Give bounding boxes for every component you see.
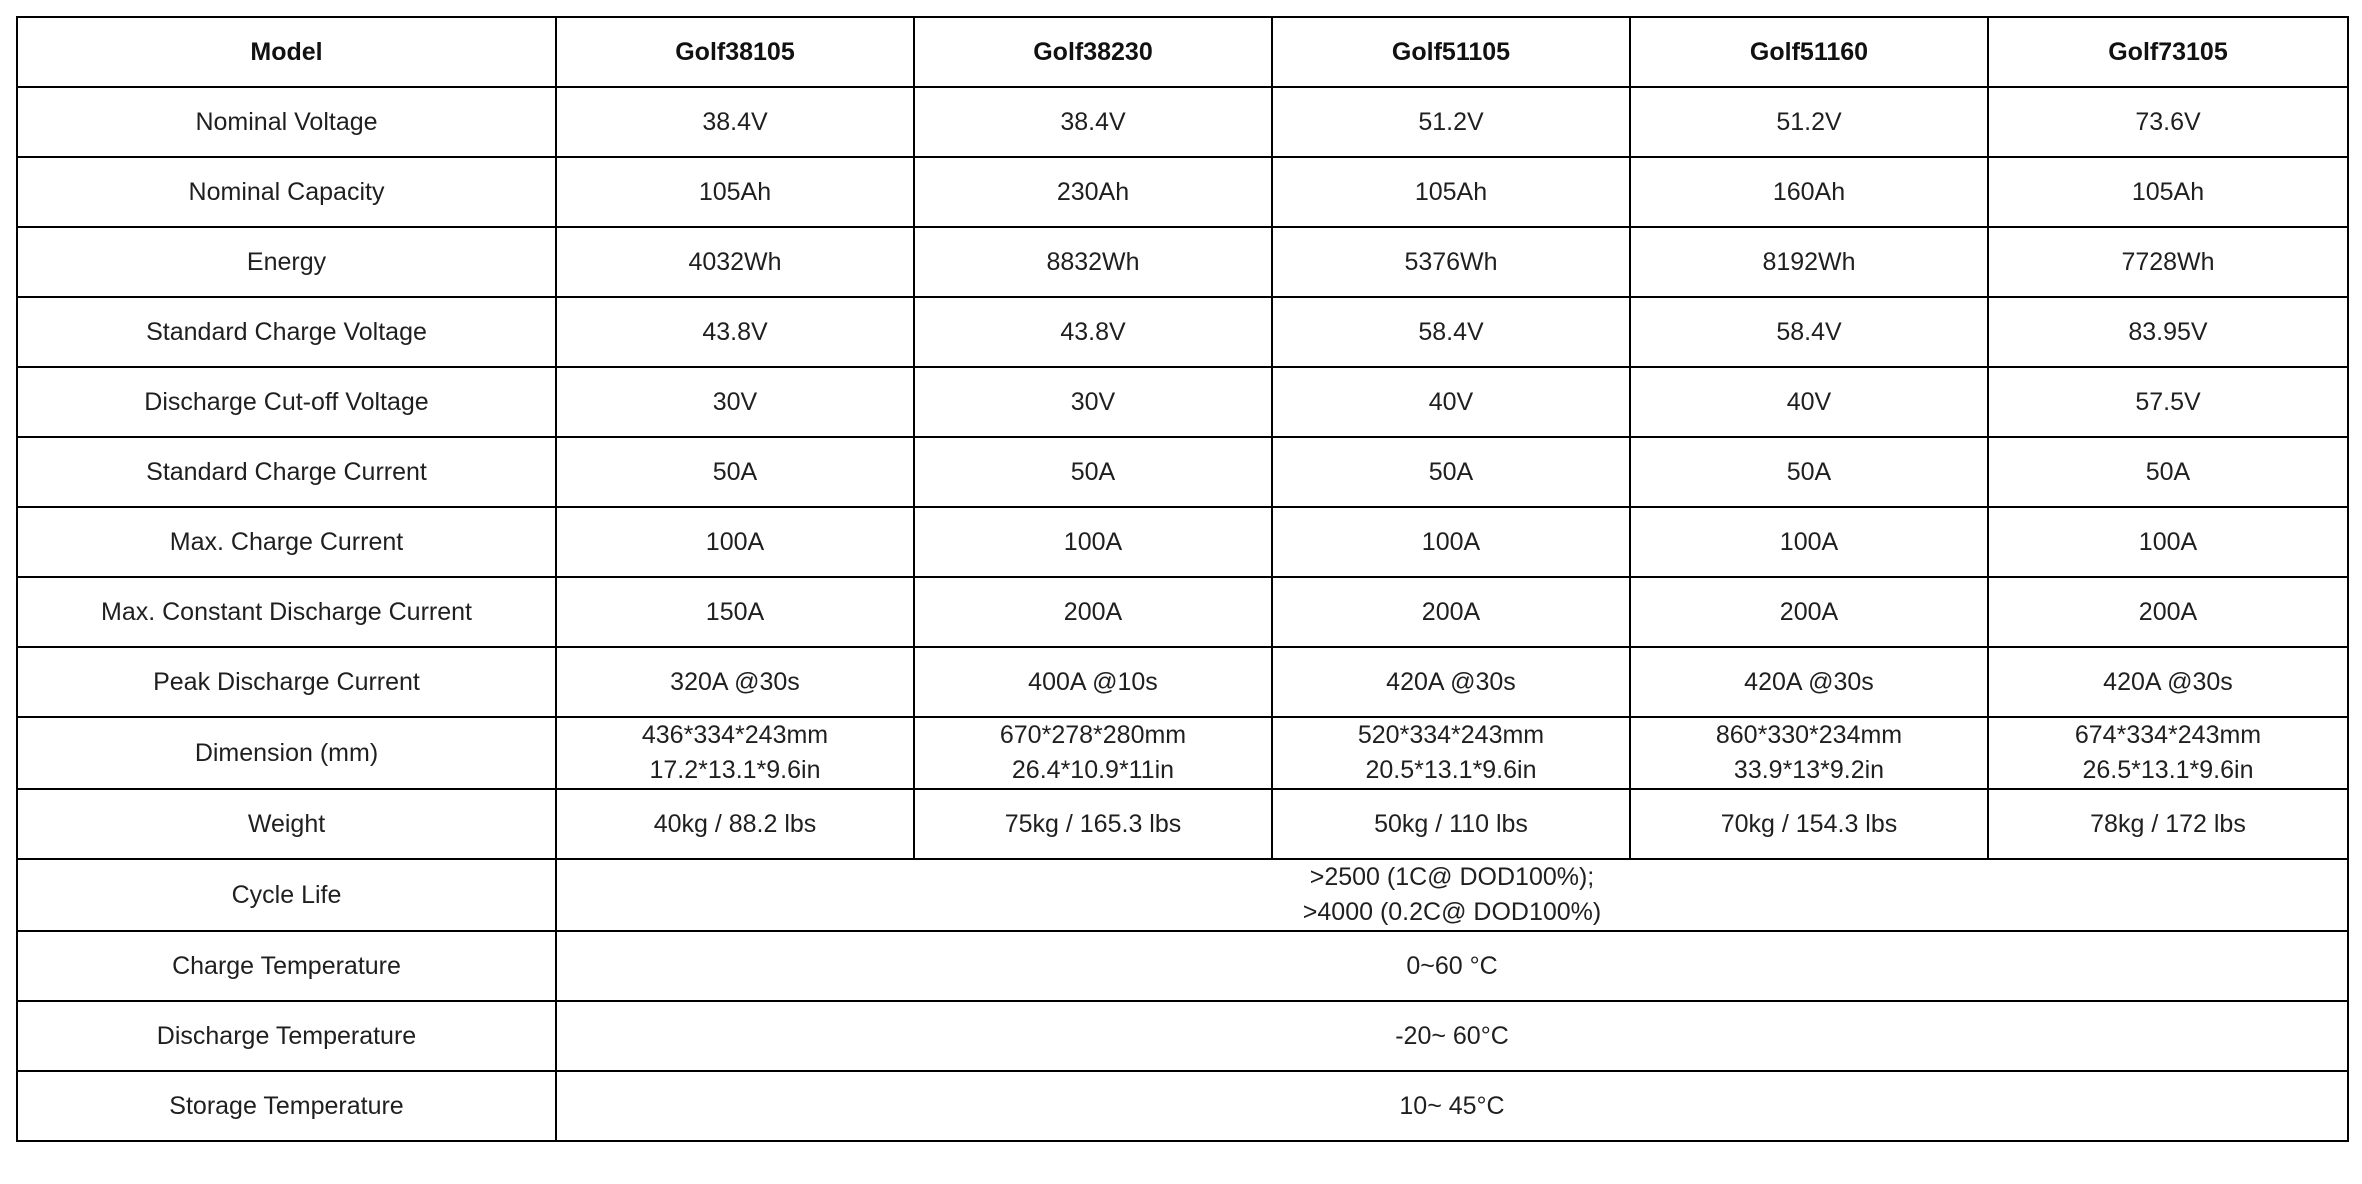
cell-value: 100A <box>1988 507 2348 577</box>
row-label: Weight <box>17 789 556 859</box>
row-label: Dimension (mm) <box>17 717 556 789</box>
cell-value: 105Ah <box>1272 157 1630 227</box>
cell-value: 50kg / 110 lbs <box>1272 789 1630 859</box>
row-label: Standard Charge Current <box>17 437 556 507</box>
cell-value: 200A <box>1988 577 2348 647</box>
dimension-in: 26.5*13.1*9.6in <box>2082 756 2254 784</box>
dimension-mm: 674*334*243mm <box>2074 721 2262 749</box>
row-label: Nominal Voltage <box>17 87 556 157</box>
header-model-2: Golf38230 <box>914 17 1272 87</box>
row-label: Storage Temperature <box>17 1071 556 1141</box>
cell-dimension <box>1272 717 1630 789</box>
header-model-5: Golf73105 <box>1988 17 2348 87</box>
dimension-mm: 436*334*243mm <box>641 721 829 749</box>
row-weight <box>17 789 2348 859</box>
row-label: Discharge Cut-off Voltage <box>17 367 556 437</box>
row-charge-temperature <box>17 931 2348 1001</box>
row-label: Charge Temperature <box>17 931 556 1001</box>
dimension-mm: 520*334*243mm <box>1357 721 1545 749</box>
cell-value: 50A <box>1272 437 1630 507</box>
spec-table <box>16 16 2349 1142</box>
row-standard-charge-current <box>17 437 2348 507</box>
dimension-in: 26.4*10.9*11in <box>1011 756 1175 784</box>
cell-value: 150A <box>556 577 914 647</box>
cell-value: 420A @30s <box>1272 647 1630 717</box>
row-max-charge-current <box>17 507 2348 577</box>
dimension-in: 33.9*13*9.2in <box>1733 756 1885 784</box>
cell-value: 57.5V <box>1988 367 2348 437</box>
cell-value: 58.4V <box>1272 297 1630 367</box>
cell-value: 420A @30s <box>1630 647 1988 717</box>
row-label: Standard Charge Voltage <box>17 297 556 367</box>
row-label: Peak Discharge Current <box>17 647 556 717</box>
row-peak-discharge-current <box>17 647 2348 717</box>
cell-storage-temperature: 10~ 45°C <box>556 1071 2348 1141</box>
cell-value: 40V <box>1272 367 1630 437</box>
cell-value: 50A <box>914 437 1272 507</box>
row-energy <box>17 227 2348 297</box>
cell-value: 160Ah <box>1630 157 1988 227</box>
cell-value: 75kg / 165.3 lbs <box>914 789 1272 859</box>
cycle-life-line-2: >4000 (0.2C@ DOD100%) <box>1302 898 1602 926</box>
row-label: Energy <box>17 227 556 297</box>
cell-value: 200A <box>1630 577 1988 647</box>
row-label: Max. Constant Discharge Current <box>17 577 556 647</box>
cell-value: 400A @10s <box>914 647 1272 717</box>
cell-value: 7728Wh <box>1988 227 2348 297</box>
cell-value: 320A @30s <box>556 647 914 717</box>
row-cycle-life <box>17 859 2348 931</box>
cell-value: 30V <box>914 367 1272 437</box>
cell-value: 105Ah <box>556 157 914 227</box>
row-label: Cycle Life <box>17 859 556 931</box>
cell-value: 70kg / 154.3 lbs <box>1630 789 1988 859</box>
cell-value: 50A <box>1988 437 2348 507</box>
cell-value: 100A <box>914 507 1272 577</box>
cell-value: 200A <box>914 577 1272 647</box>
header-model-3: Golf51105 <box>1272 17 1630 87</box>
cell-value: 8192Wh <box>1630 227 1988 297</box>
cell-value: 51.2V <box>1630 87 1988 157</box>
cell-dimension <box>1988 717 2348 789</box>
cell-value: 4032Wh <box>556 227 914 297</box>
row-label: Nominal Capacity <box>17 157 556 227</box>
cell-value: 200A <box>1272 577 1630 647</box>
cell-value: 83.95V <box>1988 297 2348 367</box>
cell-discharge-temperature: -20~ 60°C <box>556 1001 2348 1071</box>
cell-value: 100A <box>1630 507 1988 577</box>
header-model-label: Model <box>17 17 556 87</box>
cell-value: 40kg / 88.2 lbs <box>556 789 914 859</box>
header-model-1: Golf38105 <box>556 17 914 87</box>
cell-value: 230Ah <box>914 157 1272 227</box>
cycle-life-line-1: >2500 (1C@ DOD100%); <box>1309 863 1595 891</box>
cell-value: 5376Wh <box>1272 227 1630 297</box>
cell-dimension <box>556 717 914 789</box>
cell-value: 100A <box>1272 507 1630 577</box>
header-model-4: Golf51160 <box>1630 17 1988 87</box>
cell-value: 40V <box>1630 367 1988 437</box>
row-nominal-voltage <box>17 87 2348 157</box>
cell-value: 100A <box>556 507 914 577</box>
cell-value: 105Ah <box>1988 157 2348 227</box>
cell-value: 38.4V <box>556 87 914 157</box>
cell-dimension <box>914 717 1272 789</box>
cell-value: 8832Wh <box>914 227 1272 297</box>
cell-value: 50A <box>556 437 914 507</box>
dimension-mm: 860*330*234mm <box>1715 721 1903 749</box>
row-label: Discharge Temperature <box>17 1001 556 1071</box>
dimension-mm: 670*278*280mm <box>999 721 1187 749</box>
cell-value: 43.8V <box>556 297 914 367</box>
cell-cycle-life <box>556 859 2348 931</box>
row-discharge-cutoff-voltage <box>17 367 2348 437</box>
cell-value: 420A @30s <box>1988 647 2348 717</box>
header-row <box>17 17 2348 87</box>
row-max-constant-discharge-current <box>17 577 2348 647</box>
cell-value: 30V <box>556 367 914 437</box>
cell-value: 50A <box>1630 437 1988 507</box>
cell-dimension <box>1630 717 1988 789</box>
cell-value: 78kg / 172 lbs <box>1988 789 2348 859</box>
cell-charge-temperature: 0~60 °C <box>556 931 2348 1001</box>
row-storage-temperature <box>17 1071 2348 1141</box>
cell-value: 51.2V <box>1272 87 1630 157</box>
row-standard-charge-voltage <box>17 297 2348 367</box>
cell-value: 38.4V <box>914 87 1272 157</box>
row-nominal-capacity <box>17 157 2348 227</box>
dimension-in: 20.5*13.1*9.6in <box>1365 756 1537 784</box>
row-dimension <box>17 717 2348 789</box>
cell-value: 58.4V <box>1630 297 1988 367</box>
dimension-in: 17.2*13.1*9.6in <box>649 756 821 784</box>
row-discharge-temperature <box>17 1001 2348 1071</box>
row-label: Max. Charge Current <box>17 507 556 577</box>
cell-value: 73.6V <box>1988 87 2348 157</box>
cell-value: 43.8V <box>914 297 1272 367</box>
